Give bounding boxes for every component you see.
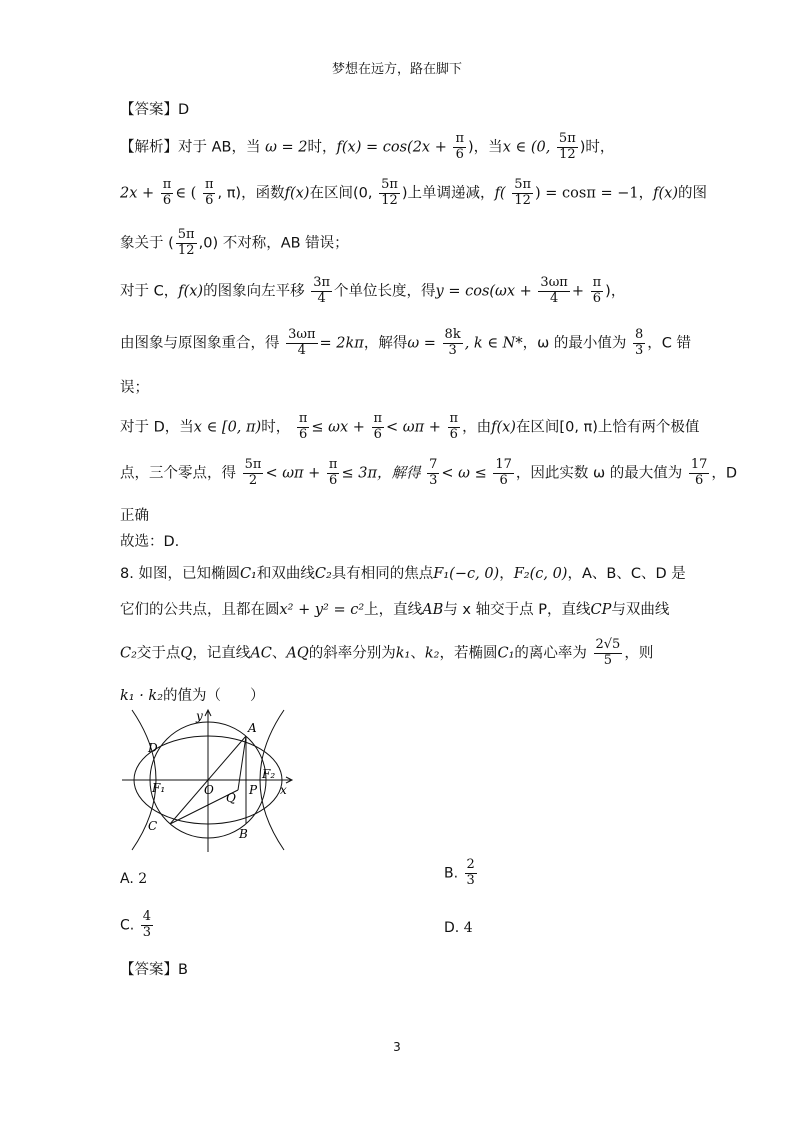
q7-choose: 故选：D. (120, 534, 180, 550)
label-b: B (239, 827, 248, 841)
q7-line-8: 点，三个零点，得 $\frac{5\pi}{2}$ < ωπ + $\frac{\pi}{6}$ ≤ 3π，解得 $\frac{7}{3}$ < ω ≤ $\frac{17}{6}$ ，因此实数 ω 的最大值为 $\frac{17}{6}$ ，D (120, 457, 738, 488)
label-p: P (249, 783, 258, 797)
label-x: x (280, 783, 287, 797)
option-b[interactable]: B. $\frac{2}{3}$ (444, 857, 475, 888)
q7-line-3: 象关于 ( $\frac{5\pi}{12}$ ,0) 不对称，AB 错误； (120, 227, 349, 258)
q7-line-5: 由图象与原图象重合，得 $\frac{3\omega\pi}{4}$ = 2kπ，解得ω = $\frac{8k}{3}$ , k ∈ N*，ω 的最小值为 $\frac{8}{3}$ ，C 错 (120, 327, 691, 358)
option-a[interactable]: A. 2 (120, 871, 148, 887)
label-o: O (204, 783, 214, 797)
q8-line-2: 它们的公共点，且都在圆x² + y² = c²上，直线AB与 x 轴交于点 P，直线CP与双曲线 (120, 602, 670, 618)
q7-line-1: 【解析】对于 AB，当 ω = 2时，f(x) = cos(2x + $\frac{\pi}{6}$ )，当x ∈ (0, $\frac{5\pi}{12}$ )时， (120, 131, 615, 162)
q7-line-2: 2x + $\frac{\pi}{6}$ ∈ ( $\frac{\pi}{6}$ , π)，函数f(x)在区间(0, $\frac{5\pi}{12}$ )上单调递减，f( $\frac{5\pi}{12}$ ) = cosπ = −1，f(x)的图 (120, 177, 707, 208)
label-f2: F₂ (262, 767, 276, 781)
label-a: A (248, 721, 257, 735)
option-d[interactable]: D. 4 (444, 920, 473, 936)
q7-answer: 【答案】D (120, 102, 190, 118)
page-header: 梦想在远方，路在脚下 (331, 62, 462, 77)
q8-line-1: 8. 如图，已知椭圆C₁和双曲线C₂具有相同的焦点F₁(−c, 0)，F₂(c, 0)，A、B、C、D 是 (120, 566, 686, 582)
label-y: y (196, 709, 203, 723)
option-c[interactable]: C. $\frac{4}{3}$ (120, 909, 151, 940)
label-c: C (148, 819, 158, 833)
label-q: Q (226, 791, 236, 805)
label-f1: F₁ (152, 781, 166, 795)
q8-answer: 【答案】B (120, 962, 188, 978)
q8-line-3: C₂交于点Q，记直线AC、AQ的斜率分别为k₁、k₂，若椭圆C₁的离心率为 $\frac{2√5}{5}$ ，则 (120, 637, 654, 668)
page-number: 3 (393, 1040, 401, 1054)
q7-line-9: 正确 (120, 508, 149, 524)
ellipse-hyperbola-figure (118, 706, 298, 854)
q8-line-4: k₁ · k₂的值为（ ） (120, 688, 265, 704)
label-d: D (148, 741, 158, 755)
q7-line-7: 对于 D，当x ∈ [0, π)时， $\frac{\pi}{6}$ ≤ ωx + $\frac{\pi}{6}$ < ωπ + $\frac{\pi}{6}$ ，由f(x)在区间[0, π)上恰有两个极值 (120, 411, 700, 442)
q7-line-4: 对于 C，f(x)的图象向左平移 $\frac{3\pi}{4}$ 个单位长度，得y = cos(ωx + $\frac{3\omega\pi}{4}$ + $\frac{\pi}{6}$ )， (120, 275, 626, 306)
q7-line-6: 误； (120, 380, 149, 396)
